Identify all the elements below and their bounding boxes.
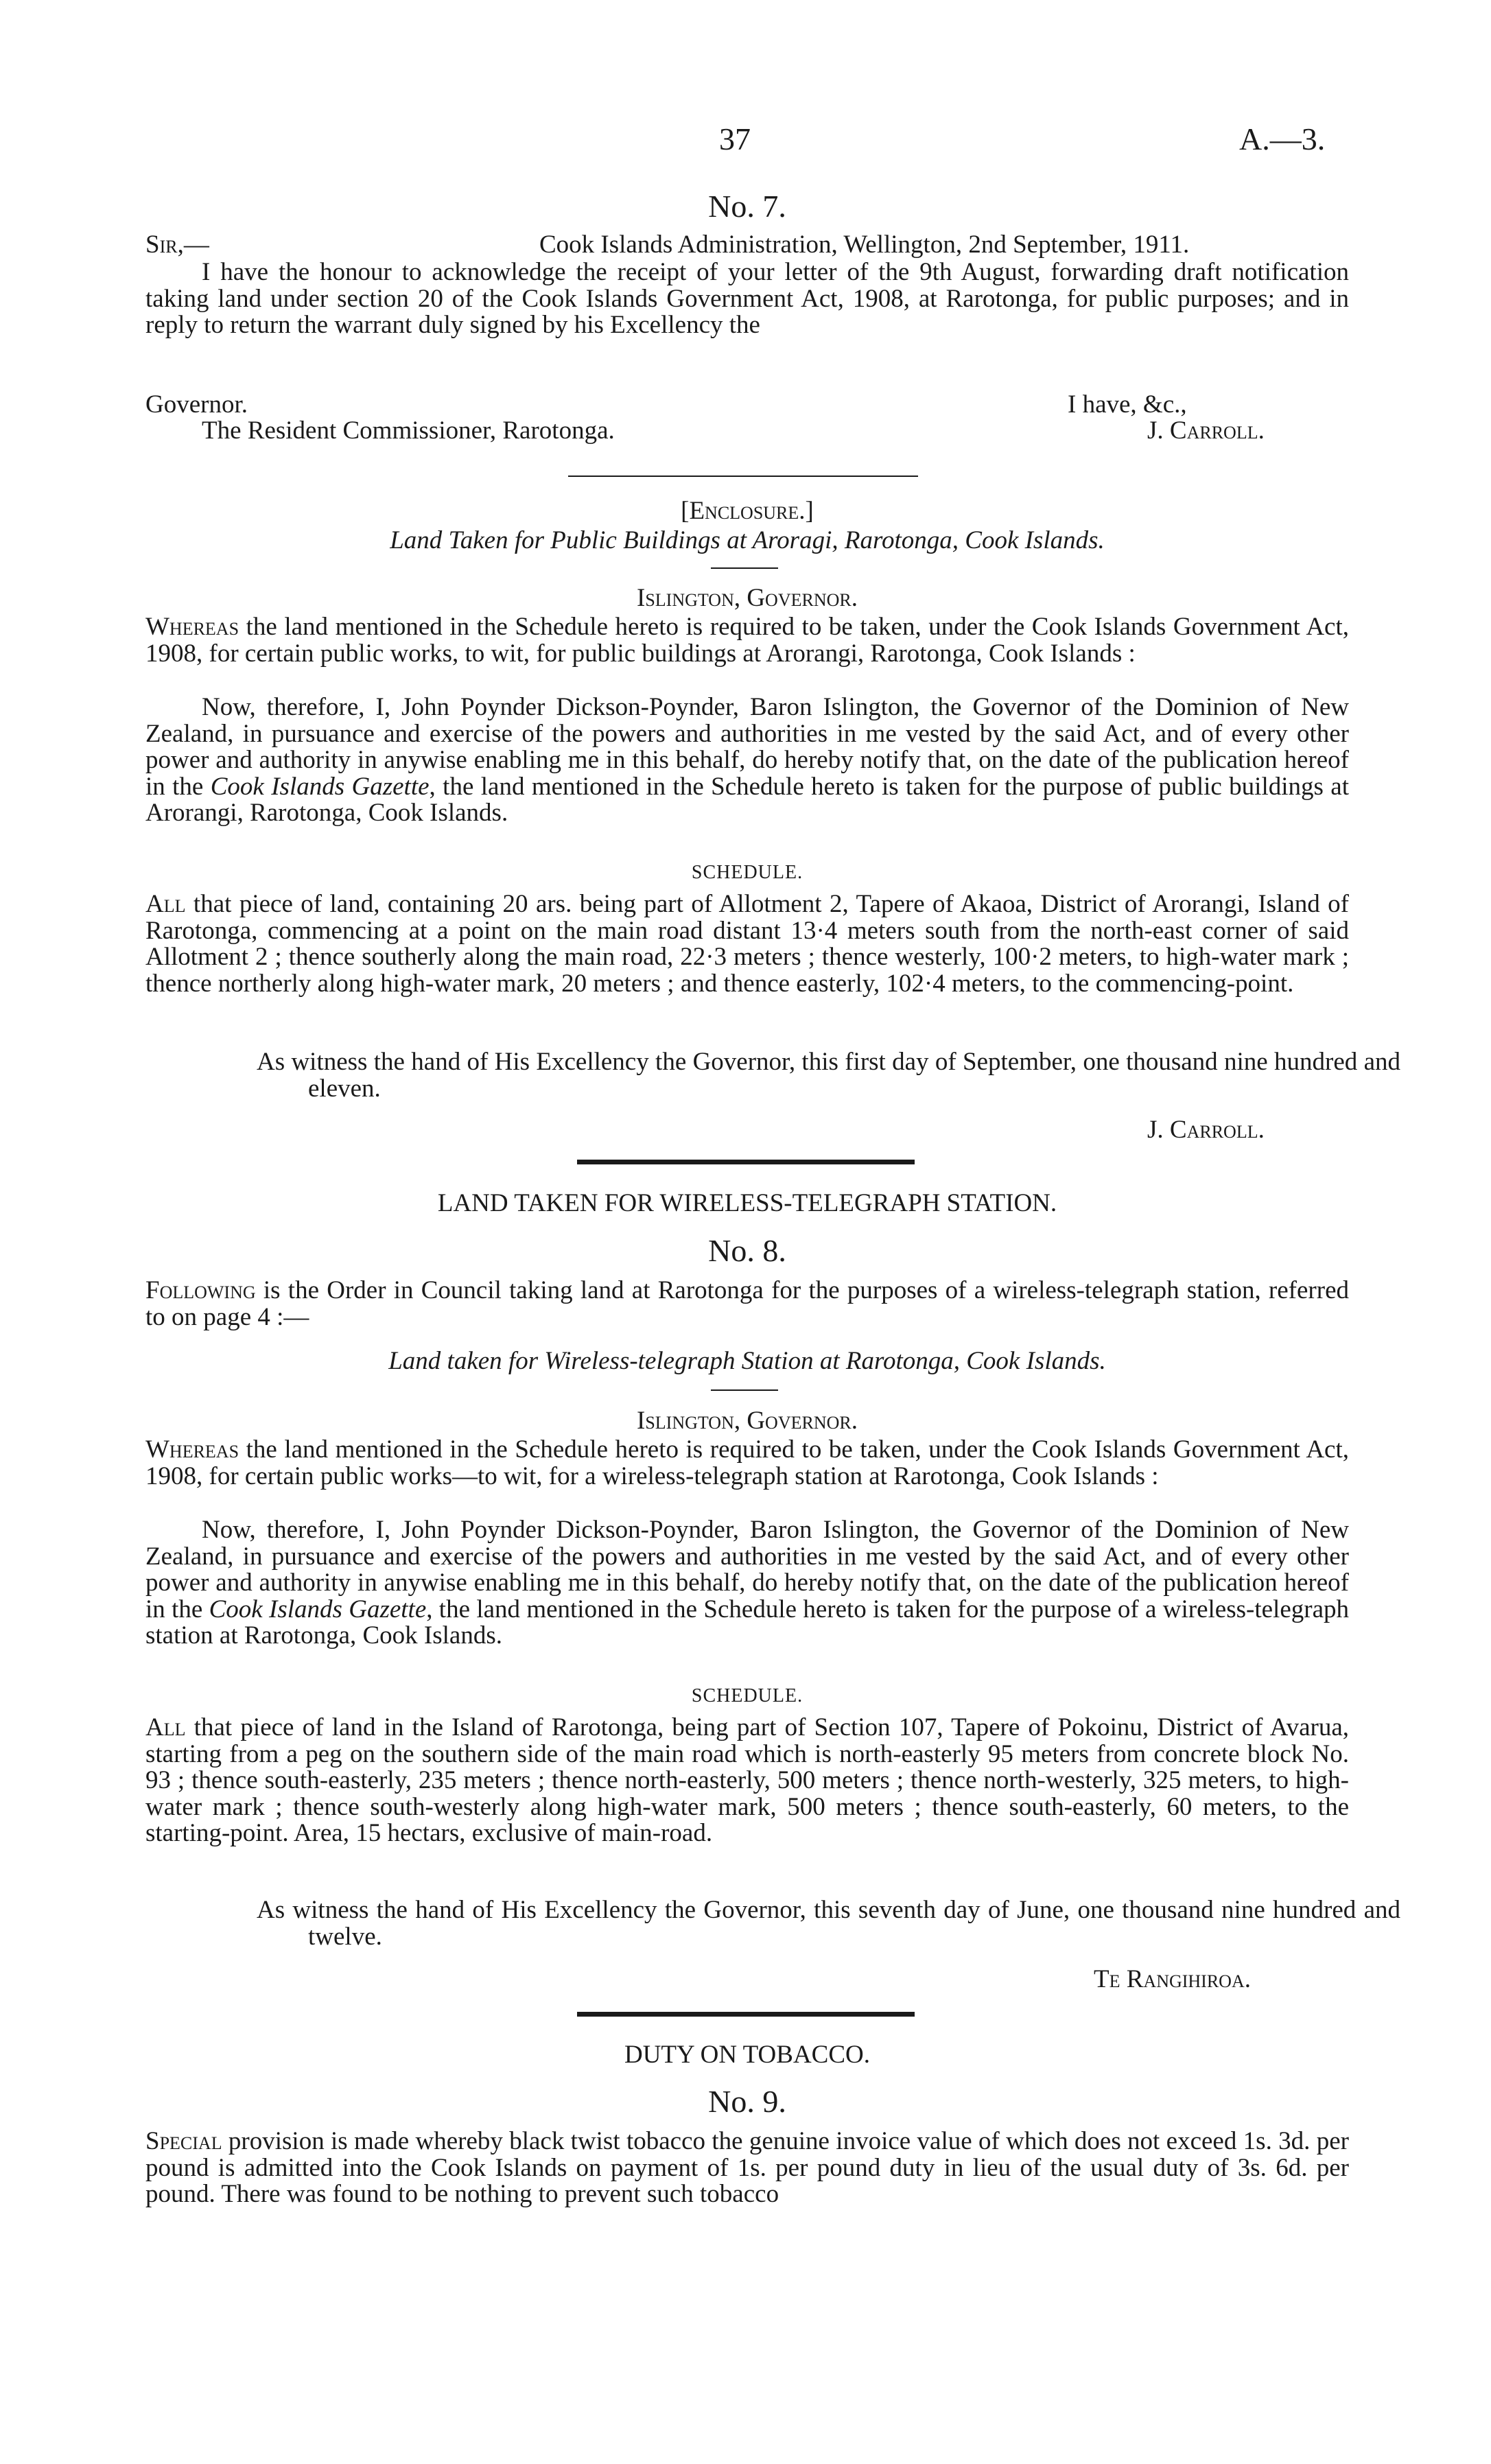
proclamation-text-1: Now, therefore, I, John Poynder Dickson-Poynder, Baron Islington, the Governor of the Dominion of New Zealand, in pursuance and exercise of the powers and authorities in me vested by the said Act, and of every other power and authority in anywise enabling me in this behalf, do hereby notify that, on the date of the publication hereof in the: [145, 693, 1349, 801]
whereas-text: the land mentioned in the Schedule hereto is required to be taken, under the Cook Islands Government Act, 1908, for certain public works—to wit, for a wireless-telegraph station at Rarotonga, Cook Islands :: [145, 1435, 1349, 1490]
schedule-lead: All: [145, 1713, 186, 1741]
whereas-lead: Whereas: [145, 613, 239, 641]
no8-section-title: LAND TAKEN FOR WIRELESS-TELEGRAPH STATION.: [437, 1189, 1057, 1217]
no9-lead: Special: [145, 2127, 222, 2155]
enclosure-schedule: [145, 891, 1349, 997]
no8-intro: [145, 1278, 1349, 1330]
schedule-text: that piece of land in the Island of Rarotonga, being part of Section 107, Tapere of Pokoinu, District of Avarua, starting from a peg on the southern side of the main road which is north-easterly 95 meters from concrete block No. 93 ; thence south-easterly, 235 meters ; thence north-easterly, 500 meters ; thence north-westerly, 325 meters, to high-water mark ; thence south-westerly along high-water mark, 500 meters ; thence south-easterly, 60 meters, to the starting-point. Area, 15 hectars, exclusive of main-road.: [145, 1713, 1349, 1847]
gazette-name: Cook Islands Gazette: [209, 1595, 427, 1623]
short-divider: [711, 567, 778, 569]
no7-recipient: The Resident Commissioner, Rarotonga.: [202, 416, 615, 445]
proclamation-text-2: , the land mentioned in the Schedule hereto is taken for the purpose of public buildings at Arorangi, Rarotonga, Cook Islands.: [145, 772, 1349, 827]
no9-section-title: DUTY ON TOBACCO.: [624, 2041, 871, 2069]
enclosure-whereas: [145, 614, 1349, 667]
schedule-lead: All: [145, 890, 186, 918]
schedule-text: that piece of land, containing 20 ars. being part of Allotment 2, Tapere of Akaoa, District of Arorangi, Island of Rarotonga, commencing at a point on the main road distant 13·4 meters south from the north-east corner of said Allotment 2 ; thence southerly along the main road, 22·3 meters ; thence westerly, 100·2 meters, to high-water mark ; thence northerly along high-water mark, 20 meters ; and thence easterly, 102·4 meters, to the commencing-point.: [145, 890, 1349, 998]
no7-body: I have the honour to acknowledge the receipt of your letter of the 9th August, forwarding draft notification taking land under section 20 of the Cook Islands Government Act, 1908, at Rarotonga, for public purposes; and in reply to return the warrant duly signed by his Excellency the: [145, 258, 1349, 339]
enclosure-signature: J. Carroll.: [1147, 1116, 1265, 1144]
no9-heading: No. 9.: [708, 2084, 786, 2119]
enclosure-governor: Islington, Governor.: [637, 584, 858, 612]
no8-whereas: [145, 1437, 1349, 1490]
no8-signature: Te Rangihiroa.: [1094, 1965, 1251, 1993]
enclosure-label: [Enclosure.]: [681, 497, 814, 525]
no8-witness: As witness the hand of His Excellency the Governor, this seventh day of June, one thousand nine hundred and twelve.: [257, 1896, 1400, 1951]
enclosure-proclamation: [145, 694, 1349, 827]
no8-proclamation: [145, 1517, 1349, 1650]
section-divider: [577, 2012, 915, 2017]
no8-heading: No. 8.: [708, 1233, 786, 1268]
section-divider: [577, 1160, 915, 1164]
proclamation-text-1: Now, therefore, I, John Poynder Dickson-Poynder, Baron Islington, the Governor of the Dominion of New Zealand, in pursuance and exercise of the powers and authorities in me vested by the said Act, and of every other power and authority in anywise enabling me in this behalf, do hereby notify that, on the date of the publication hereof in the: [145, 1516, 1349, 1623]
intro-text: is the Order in Council taking land at Rarotonga for the purposes of a wireless-telegraph station, referred to on page 4 :—: [145, 1276, 1349, 1331]
whereas-text: the land mentioned in the Schedule hereto is required to be taken, under the Cook Islands Government Act, 1908, for certain public works, to wit, for public buildings at Arorangi, Rarotonga, Cook Islands :: [145, 613, 1349, 668]
divider: [568, 476, 918, 477]
no9-text: provision is made whereby black twist tobacco the genuine invoice value of which does not exceed 1s. 3d. per pound is admitted into the Cook Islands on payment of 1s. per pound duty in lieu of the usual duty of 3s. 6d. per pound. There was found to be nothing to prevent such tobacco: [145, 2127, 1349, 2208]
enclosure-schedule-heading: SCHEDULE.: [691, 862, 803, 883]
intro-lead: Following: [145, 1276, 256, 1304]
no7-closing: I have, &c.,: [1068, 390, 1187, 419]
no9-body: [145, 2128, 1349, 2208]
enclosure-witness: As witness the hand of His Excellency the Governor, this first day of September, one thousand nine hundred and eleven.: [257, 1048, 1400, 1103]
no8-schedule: [145, 1715, 1349, 1847]
no7-address: Cook Islands Administration, Wellington, 2nd September, 1911.: [539, 231, 1190, 259]
no8-title: Land taken for Wireless-telegraph Station at Rarotonga, Cook Islands.: [388, 1347, 1106, 1375]
no7-salutation: Sir,—: [145, 231, 209, 259]
no7-heading: No. 7.: [708, 189, 786, 224]
page-number: 37: [719, 121, 751, 156]
no7-signature: J. Carroll.: [1147, 416, 1265, 445]
no8-governor: Islington, Governor.: [637, 1407, 858, 1435]
proclamation-text-2: , the land mentioned in the Schedule hereto is taken for the purpose of a wireless-telegraph station at Rarotonga, Cook Islands.: [145, 1595, 1350, 1650]
document-reference: A.—3.: [1239, 121, 1326, 156]
no8-schedule-heading: SCHEDULE.: [691, 1685, 803, 1706]
whereas-lead: Whereas: [145, 1435, 239, 1464]
no7-body-end: Governor.: [145, 390, 248, 419]
enclosure-title: Land Taken for Public Buildings at Aroragi, Rarotonga, Cook Islands.: [390, 526, 1105, 554]
short-divider: [711, 1389, 778, 1391]
gazette-name: Cook Islands Gazette: [210, 772, 430, 801]
